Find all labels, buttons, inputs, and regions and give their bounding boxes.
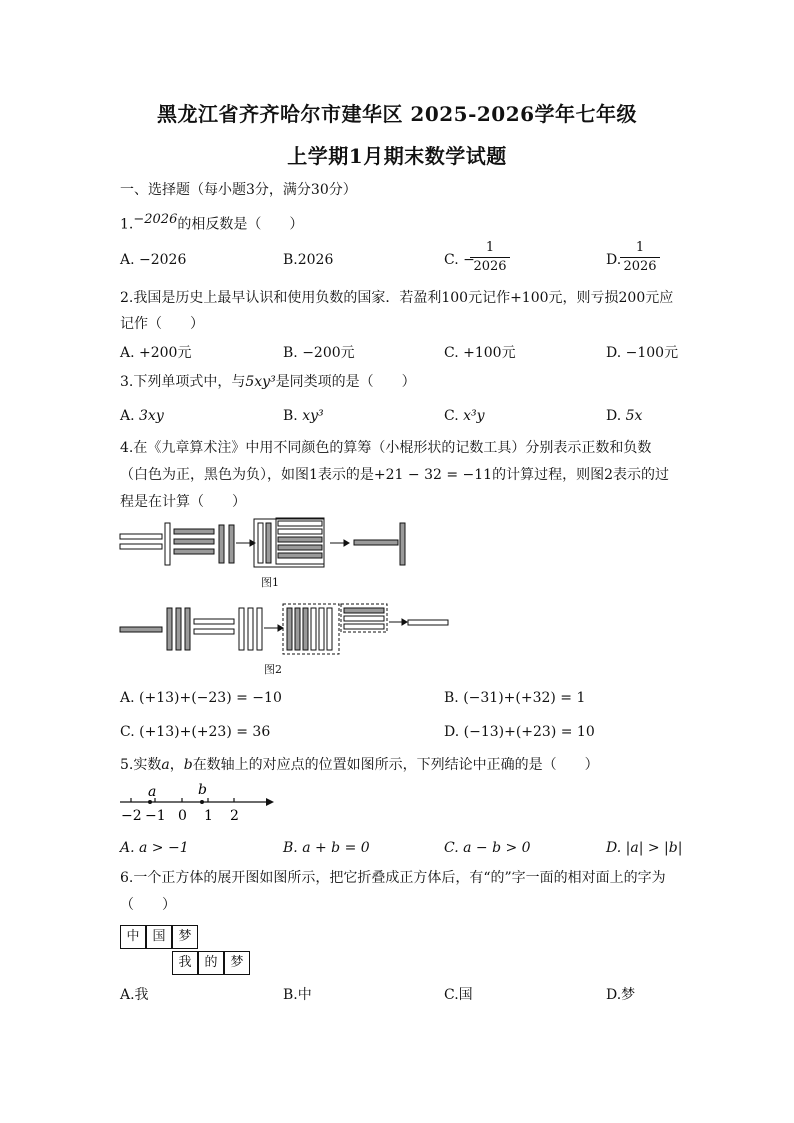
- q3-b-expr: xy³: [302, 408, 324, 424]
- q6-option-c[interactable]: C.国: [444, 987, 473, 1003]
- q6-option-a[interactable]: A.我: [120, 987, 149, 1003]
- q6-stem-line2: （ ）: [120, 897, 176, 913]
- q6-net-cell: 的: [198, 951, 224, 975]
- q2-option-b[interactable]: B. −200元: [283, 345, 355, 361]
- q1-option-d-label[interactable]: D.: [606, 252, 622, 268]
- q3-suffix: 是同类项的是（ ）: [275, 374, 416, 390]
- q4-option-b[interactable]: B. (−31)+(+32) = 1: [444, 690, 586, 706]
- q5-option-a[interactable]: A. a > −1: [120, 840, 189, 856]
- q2-option-c[interactable]: C. +100元: [444, 345, 516, 361]
- q2-stem-line2: 记作（ ）: [120, 316, 204, 332]
- q6-cube-net: [120, 925, 260, 977]
- q3-option-d[interactable]: [606, 406, 642, 426]
- q1-stem: [120, 210, 303, 235]
- q1-option-c-fraction: [470, 240, 510, 275]
- q5-tick-4: 2: [230, 808, 239, 824]
- page-title: 黑龙江省齐齐哈尔市建华区 2025-2026学年七年级: [156, 102, 638, 126]
- q4-figure-2: [118, 600, 458, 660]
- q5-option-d[interactable]: D. |a| > |b|: [606, 840, 683, 856]
- q6-net-cell: 梦: [224, 951, 250, 975]
- q5-tick-0: −2: [121, 808, 142, 824]
- q5-stem: [120, 755, 599, 775]
- q1-c-numerator: 1: [485, 240, 495, 255]
- q4-stem-line2: （白色为正，黑色为负），如图1表示的是+21 − 32 = −11的计算过程，则图2表示的过: [120, 467, 669, 483]
- q6-option-b[interactable]: B.中: [283, 987, 312, 1003]
- q3-stem: [120, 372, 416, 392]
- section-header: 一、选择题（每小题3分，满分30分）: [120, 182, 357, 198]
- q5-option-b[interactable]: B. a + b = 0: [283, 840, 370, 856]
- q5-sep: ，: [169, 757, 184, 773]
- q4-stem-line3: 程是在计算（ ）: [120, 494, 246, 510]
- q5-var-b: b: [183, 757, 193, 773]
- q2-option-d[interactable]: D. −100元: [606, 345, 679, 361]
- q3-a-expr: 3xy: [139, 408, 164, 424]
- q4-option-c[interactable]: C. (+13)+(+23) = 36: [120, 724, 271, 740]
- q3-c-expr: x³y: [463, 408, 485, 424]
- q5-tick-3: 1: [204, 808, 213, 824]
- q5-label-b: b: [198, 782, 207, 798]
- q6-net-cell: 中: [120, 925, 146, 949]
- q1-option-b[interactable]: B.2026: [283, 252, 334, 268]
- page-subtitle: 上学期1月期末数学试题: [287, 144, 507, 168]
- q1-prefix: 1.: [120, 216, 134, 233]
- q4-option-d[interactable]: D. (−13)+(+23) = 10: [444, 724, 595, 740]
- q6-net-cell: 我: [172, 951, 198, 975]
- q5-option-c[interactable]: C. a − b > 0: [444, 840, 531, 856]
- q5-number-line: [118, 782, 278, 824]
- q1-option-a[interactable]: A. −2026: [120, 252, 187, 268]
- q1-option-d-fraction: [620, 240, 660, 275]
- q3-option-b[interactable]: [283, 406, 324, 426]
- q5-suffix: 在数轴上的对应点的位置如图所示，下列结论中正确的是（ ）: [192, 757, 599, 773]
- q1-c-denominator: 2026: [473, 259, 507, 274]
- q5-var-a: a: [161, 757, 170, 773]
- q1-text: 的相反数是（ ）: [177, 216, 304, 233]
- q5-tick-2: 0: [178, 808, 187, 824]
- q4-option-a[interactable]: A. (+13)+(−23) = −10: [120, 690, 282, 706]
- q6-net-cell: 梦: [172, 925, 198, 949]
- q3-c-label: C.: [444, 408, 459, 424]
- q2-stem-line1: 2.我国是历史上最早认识和使用负数的国家．若盈利100元记作+100元，则亏损200元应: [120, 290, 674, 306]
- q3-prefix: 3.下列单项式中，与: [120, 374, 246, 390]
- q5-prefix: 5.实数: [120, 757, 162, 773]
- q5-label-a: a: [148, 784, 157, 800]
- q3-expr: 5xy³: [245, 374, 276, 390]
- q1-expr: −2026: [133, 212, 178, 227]
- q1-d-denominator: 2026: [623, 259, 657, 274]
- q3-d-expr: 5x: [625, 408, 643, 424]
- q4-figure-2-caption: 图2: [264, 663, 282, 676]
- q1-option-c-label[interactable]: C. −: [444, 252, 475, 268]
- q3-a-label: A.: [120, 408, 135, 424]
- q4-figure-1: [118, 515, 418, 575]
- q4-stem-line1: 4.在《九章算术注》中用不同颜色的算筹（小棍形状的记数工具）分别表示正数和负数: [120, 440, 652, 456]
- q1-d-numerator: 1: [635, 240, 645, 255]
- q3-option-a[interactable]: [120, 406, 164, 426]
- q6-stem-line1: 6.一个正方体的展开图如图所示，把它折叠成正方体后，有“的”字一面的相对面上的字为: [120, 870, 666, 886]
- q4-figure-1-caption: 图1: [261, 576, 279, 589]
- q5-tick-1: −1: [145, 808, 166, 824]
- q2-option-a[interactable]: A. +200元: [120, 345, 192, 361]
- q6-option-d[interactable]: D.梦: [606, 987, 636, 1003]
- q3-option-c[interactable]: [444, 406, 485, 426]
- q6-net-cell: 国: [146, 925, 172, 949]
- q3-b-label: B.: [283, 408, 298, 424]
- q3-d-label: D.: [606, 408, 622, 424]
